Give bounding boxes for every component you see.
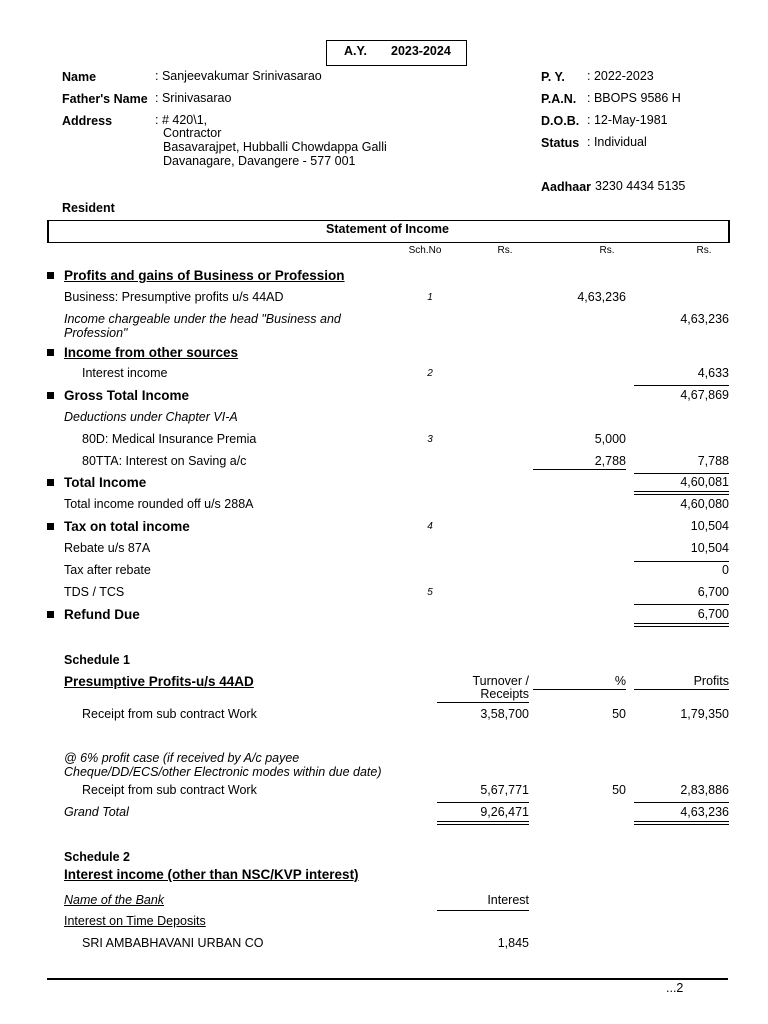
interest-income-sch: 2: [427, 368, 433, 379]
business-line: Business: Presumptive profits u/s 44AD: [64, 290, 284, 304]
rounded-income-amount: 4,60,080: [680, 497, 729, 511]
rule: [437, 802, 529, 803]
address-line-4: Davanagare, Davangere - 577 001: [163, 154, 356, 168]
col-header-rs-3: Rs.: [696, 245, 712, 256]
business-sch: 1: [427, 292, 433, 303]
page-continuation: ...2: [666, 981, 684, 995]
rule: [634, 561, 729, 562]
schedule1-row1-label: Receipt from sub contract Work: [82, 707, 257, 721]
deduction-80d-label: 80D: Medical Insurance Premia: [82, 432, 257, 446]
rule: [634, 623, 729, 624]
dob-value: : 12-May-1981: [587, 113, 668, 127]
status-label: Status: [541, 136, 580, 150]
chargeable-line-1: Income chargeable under the head "Business and: [64, 312, 341, 326]
business-head: Profits and gains of Business or Profession: [64, 268, 345, 283]
py-label: P. Y.: [541, 70, 565, 84]
grand-total-profit: 4,63,236: [680, 805, 729, 819]
schedule1-row2-percent: 50: [612, 783, 626, 797]
status-value: : Individual: [587, 135, 647, 149]
father-value: : Srinivasarao: [155, 91, 232, 105]
tax-sch: 4: [427, 521, 433, 532]
chargeable-amount: 4,63,236: [680, 312, 729, 326]
col-turnover-line-2: Receipts: [480, 687, 529, 701]
tax-label: Tax on total income: [64, 519, 190, 534]
rule: [634, 473, 729, 474]
total-income-amount: 4,60,081: [680, 475, 729, 489]
rule: [634, 626, 729, 627]
residency-status: Resident: [62, 201, 115, 215]
address-line-2: Contractor: [163, 126, 222, 140]
grand-total-turnover: 9,26,471: [480, 805, 529, 819]
rule: [437, 824, 529, 825]
bullet-icon: [47, 523, 54, 530]
schedule1-row1-turnover: 3,58,700: [480, 707, 529, 721]
chargeable-line-2: Profession": [64, 326, 128, 340]
rule: [634, 494, 729, 495]
col-turnover-line-1: Turnover /: [472, 674, 529, 688]
col-profits: Profits: [693, 674, 729, 688]
father-label: Father's Name: [62, 92, 148, 106]
total-income-label: Total Income: [64, 475, 147, 490]
tds-label: TDS / TCS: [64, 585, 125, 599]
dob-label: D.O.B.: [541, 114, 580, 128]
deduction-80tta-amount: 2,788: [594, 454, 626, 468]
col-bank-name: Name of the Bank: [64, 893, 165, 907]
deduction-80d-sch: 3: [427, 434, 433, 445]
rule: [437, 821, 529, 822]
tds-amount: 6,700: [697, 585, 729, 599]
schedule1-row2-label: Receipt from sub contract Work: [82, 783, 257, 797]
col-header-rs-2: Rs.: [599, 245, 615, 256]
rule: [634, 491, 729, 492]
rule: [634, 689, 729, 690]
py-value: : 2022-2023: [587, 69, 654, 83]
deduction-80d-amount: 5,000: [594, 432, 626, 446]
bullet-icon: [47, 349, 54, 356]
name-label: Name: [62, 70, 97, 84]
bullet-icon: [47, 392, 54, 399]
schedule1-row2-turnover: 5,67,771: [480, 783, 529, 797]
rule: [437, 702, 529, 703]
rule: [634, 821, 729, 822]
after-rebate-label: Tax after rebate: [64, 563, 151, 577]
rule: [634, 604, 729, 605]
bank-row-1-amount: 1,845: [497, 936, 529, 950]
bank-row-1-name: SRI AMBABHAVANI URBAN CO: [82, 936, 264, 950]
refund-label: Refund Due: [64, 607, 140, 622]
schedule1-title: Schedule 1: [64, 653, 130, 667]
address-label: Address: [62, 114, 113, 128]
gross-total-label: Gross Total Income: [64, 388, 190, 403]
address-line-3: Basavarajpet, Hubballi Chowdappa Galli: [163, 140, 387, 154]
schedule1-note-line-1: @ 6% profit case (if received by A/c payee: [64, 751, 300, 765]
tds-sch: 5: [427, 587, 433, 598]
rule: [634, 802, 729, 803]
ay-value: 2023-2024: [391, 44, 451, 58]
rule: [533, 469, 626, 470]
pan-value: : BBOPS 9586 H: [587, 91, 681, 105]
pan-label: P.A.N.: [541, 92, 577, 106]
aadhaar-value: 3230 4434 5135: [595, 179, 686, 193]
refund-amount: 6,700: [697, 607, 729, 621]
rule: [533, 689, 626, 690]
business-amount: 4,63,236: [577, 290, 626, 304]
deduction-80tta-label: 80TTA: Interest on Saving a/c: [82, 454, 247, 468]
rounded-income-label: Total income rounded off u/s 288A: [64, 497, 254, 511]
schedule1-note-line-2: Cheque/DD/ECS/other Electronic modes within due date): [64, 765, 382, 779]
rebate-amount: 10,504: [690, 541, 729, 555]
col-percent: %: [614, 674, 626, 688]
rule: [634, 824, 729, 825]
schedule1-row2-profit: 2,83,886: [680, 783, 729, 797]
footer-rule: [47, 978, 728, 980]
schedule1-row1-percent: 50: [612, 707, 626, 721]
schedule1-subtitle: Presumptive Profits-u/s 44AD: [64, 674, 254, 689]
bullet-icon: [47, 611, 54, 618]
statement-title: Statement of Income: [326, 222, 449, 236]
tax-amount: 10,504: [690, 519, 729, 533]
schedule2-subtitle: Interest income (other than NSC/KVP interest): [64, 867, 359, 882]
interest-income-amount: 4,633: [697, 366, 729, 380]
grand-total-label: Grand Total: [64, 805, 129, 819]
name-value: : Sanjeevakumar Srinivasarao: [155, 69, 322, 83]
interest-income-label: Interest income: [82, 366, 168, 380]
rebate-label: Rebate u/s 87A: [64, 541, 151, 555]
bullet-icon: [47, 272, 54, 279]
rule: [437, 910, 529, 911]
aadhaar-label: Aadhaar: [541, 180, 592, 194]
deductions-label: Deductions under Chapter VI-A: [64, 410, 238, 424]
col-header-rs-1: Rs.: [497, 245, 513, 256]
ay-label: A.Y.: [344, 44, 367, 58]
bullet-icon: [47, 479, 54, 486]
schedule1-row1-profit: 1,79,350: [680, 707, 729, 721]
col-header-schno: Sch.No: [408, 245, 442, 256]
rule: [634, 385, 729, 386]
deductions-total: 7,788: [697, 454, 729, 468]
time-deposits-label: Interest on Time Deposits: [64, 914, 206, 928]
col-interest: Interest: [487, 893, 529, 907]
after-rebate-amount: 0: [722, 563, 729, 577]
other-sources-head: Income from other sources: [64, 345, 239, 360]
gross-total-amount: 4,67,869: [680, 388, 729, 402]
address-line-1: : # 420\1,: [155, 113, 208, 127]
schedule2-title: Schedule 2: [64, 850, 130, 864]
